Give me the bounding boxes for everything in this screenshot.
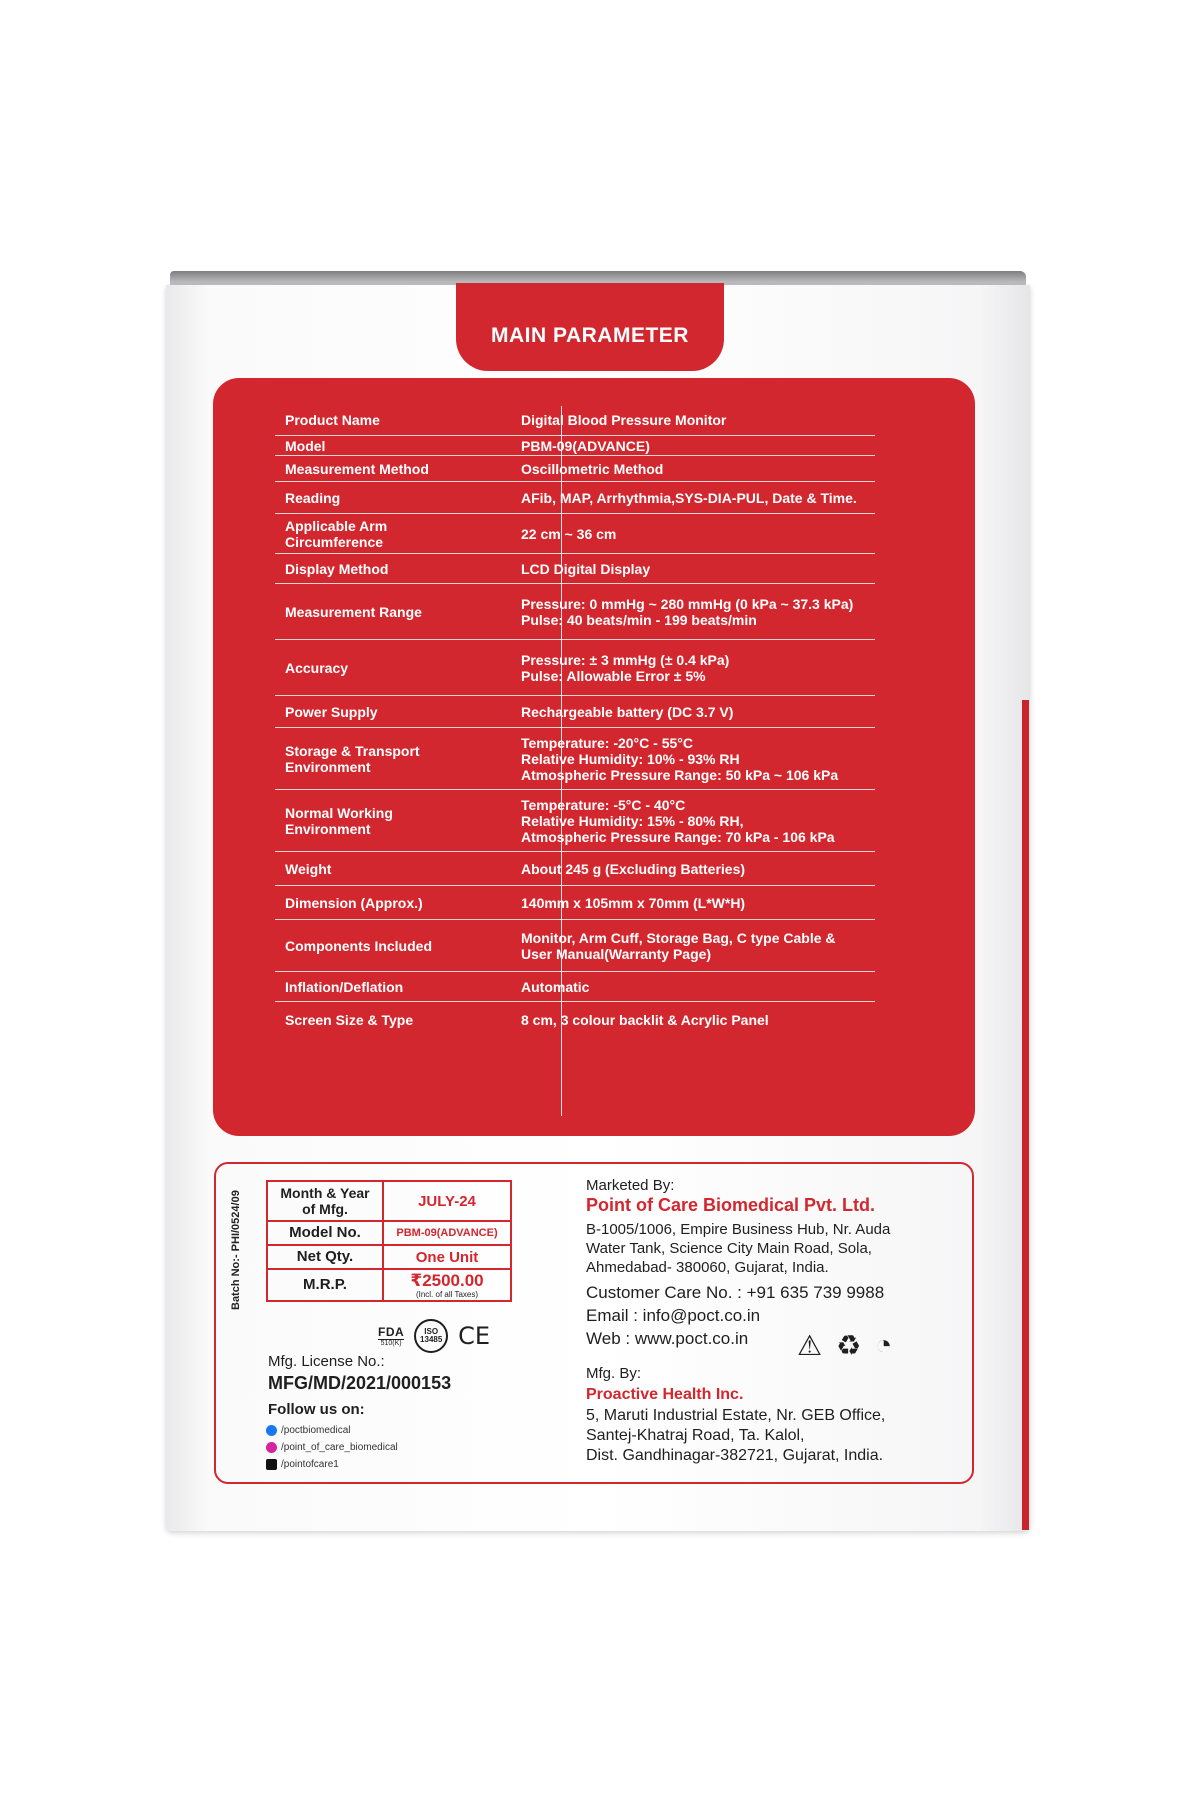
spec-label: Applicable Arm Circumference: [285, 517, 388, 550]
mfg-value: JULY-24: [383, 1181, 511, 1221]
spec-label: Components Included: [285, 937, 432, 954]
spec-label: Weight: [285, 860, 332, 877]
spec-label: Accuracy: [285, 659, 349, 676]
spec-value: About 245 g (Excluding Batteries): [521, 860, 746, 877]
mfg-by-label: Mfg. By:: [586, 1365, 642, 1382]
spec-value: Rechargeable battery (DC 3.7 V): [521, 703, 734, 720]
package-symbols: [797, 1329, 892, 1362]
spec-row: [275, 696, 875, 728]
spec-label: Inflation/Deflation: [285, 978, 404, 995]
license-number: MFG/MD/2021/000153: [268, 1373, 452, 1393]
batch-number: Batch No:- PHI/0524/09: [230, 1190, 242, 1310]
mfg-key: Month & Year of Mfg.: [267, 1181, 383, 1221]
mfg-table: [266, 1180, 512, 1302]
spec-row: [275, 404, 875, 436]
spec-label: Screen Size & Type: [285, 1012, 414, 1028]
spec-value: Pressure: ± 3 mmHg (± 0.4 kPa) Pulse: Allowable Error ± 5%: [521, 651, 730, 684]
ce-mark-icon: CE: [458, 1322, 491, 1350]
social-facebook[interactable]: [266, 1425, 350, 1436]
mfg-value: [383, 1269, 511, 1301]
mfg-key: Model No.: [267, 1221, 383, 1245]
spec-value: PBM-09(ADVANCE): [521, 437, 650, 454]
marketer-address: B-1005/1006, Empire Business Hub, Nr. Auda Water Tank, Science City Main Road, Sola, Ahmedabad- 380060, Gujarat, India.: [586, 1221, 891, 1276]
spec-value: LCD Digital Display: [521, 560, 651, 577]
certification-marks: [378, 1319, 490, 1353]
spec-value: 140mm x 105mm x 70mm (L*W*H): [521, 894, 746, 911]
spec-row: [275, 920, 875, 972]
spec-panel: [213, 378, 975, 1136]
mrp-tax-note: (Incl. of all Taxes): [415, 1289, 479, 1299]
facebook-icon: [266, 1425, 277, 1436]
spec-label: Measurement Method: [285, 460, 429, 477]
fda-mark: [378, 1325, 404, 1347]
spec-row: [275, 514, 875, 554]
spec-value: Monitor, Arm Cuff, Storage Bag, C type Cable & User Manual(Warranty Page): [521, 929, 836, 962]
spec-value: Digital Blood Pressure Monitor: [521, 411, 727, 428]
social-instagram[interactable]: [266, 1442, 398, 1453]
social-handle: /point_of_care_biomedical: [281, 1442, 398, 1453]
mrp-value: ₹2500.00: [410, 1270, 484, 1290]
spec-row: [275, 456, 875, 482]
mfg-row: [267, 1221, 511, 1245]
mfg-row: [267, 1245, 511, 1269]
box-edge-stripe: [1022, 700, 1029, 1530]
social-handle: /pointofcare1: [281, 1459, 339, 1470]
spec-row: [275, 584, 875, 640]
spec-row: [275, 640, 875, 696]
manufacturer-address: 5, Maruti Industrial Estate, Nr. GEB Office, Santej-Khatraj Road, Ta. Kalol, Dist. Gandhinagar-382721, Gujarat, India.: [586, 1407, 886, 1464]
email: Email : info@poct.co.in: [586, 1306, 761, 1325]
iso-icon: [414, 1319, 448, 1353]
spec-row: [275, 728, 875, 790]
fda-sub: 510(K): [380, 1340, 402, 1347]
spec-row: [275, 482, 875, 514]
spec-value: Pressure: 0 mmHg ~ 280 mmHg (0 kPa ~ 37.3 kPa) Pulse: 40 beats/min - 199 beats/min: [521, 595, 854, 628]
spec-value: 8 cm, 3 colour backlit & Acrylic Panel: [521, 1012, 769, 1028]
spec-label: Power Supply: [285, 703, 378, 720]
fda-icon: FDA: [378, 1325, 405, 1339]
spec-label: Normal Working Environment: [285, 804, 393, 837]
spec-label: Storage & Transport Environment: [285, 742, 420, 775]
spec-row: [275, 1002, 875, 1038]
warning-icon: ⚠: [797, 1330, 823, 1361]
instagram-icon: [266, 1442, 277, 1453]
social-handle: /poctbiomedical: [281, 1425, 351, 1436]
x-icon: [266, 1459, 277, 1470]
marketed-by-label: Marketed By:: [586, 1177, 675, 1194]
mfg-row: [267, 1181, 511, 1221]
green-dot-icon: ◔: [875, 1329, 893, 1360]
mfg-row: [267, 1269, 511, 1301]
main-parameter-title: MAIN PARAMETER: [491, 324, 689, 347]
spec-row: [275, 852, 875, 886]
spec-label: Display Method: [285, 560, 389, 577]
marketer-company: Point of Care Biomedical Pvt. Ltd.: [586, 1195, 876, 1215]
recycle-icon: ♻: [836, 1330, 862, 1361]
spec-label: Model: [285, 437, 326, 454]
spec-value: Temperature: -20°C - 55°C Relative Humidity: 10% - 93% RH Atmospheric Pressure Range: 50 kPa ~ 106 kPa: [521, 734, 839, 783]
spec-value: Oscillometric Method: [521, 460, 664, 477]
iso-label: ISO 13485: [420, 1327, 443, 1344]
spec-label: Measurement Range: [285, 603, 422, 620]
license-label: Mfg. License No.:: [268, 1353, 385, 1370]
spec-label: Dimension (Approx.): [285, 894, 423, 911]
spec-row: [275, 972, 875, 1002]
spec-label: Reading: [285, 489, 341, 506]
mfg-value: One Unit: [383, 1245, 511, 1269]
spec-label: Product Name: [285, 411, 380, 428]
mfg-value: PBM-09(ADVANCE): [383, 1221, 511, 1245]
manufacturer-company: Proactive Health Inc.: [586, 1386, 744, 1403]
social-x[interactable]: [266, 1459, 339, 1470]
mfg-key: M.R.P.: [267, 1269, 383, 1301]
spec-value: Automatic: [521, 978, 590, 995]
spec-value: 22 cm ~ 36 cm: [521, 525, 617, 542]
follow-us-label: Follow us on:: [268, 1401, 365, 1418]
spec-row: [275, 436, 875, 456]
spec-value: AFib, MAP, Arrhythmia,SYS-DIA-PUL, Date & Time.: [521, 489, 857, 506]
mfg-key: Net Qty.: [267, 1245, 383, 1269]
customer-care: Customer Care No. : +91 635 739 9988: [586, 1283, 885, 1302]
spec-value: Temperature: -5°C - 40°C Relative Humidity: 15% - 80% RH, Atmospheric Pressure Range: 70 kPa - 106 kPa: [521, 796, 835, 845]
spec-row: [275, 790, 875, 852]
spec-row: [275, 886, 875, 920]
main-parameter-tab: [456, 283, 724, 371]
spec-row: [275, 554, 875, 584]
website: Web : www.poct.co.in: [586, 1329, 749, 1348]
